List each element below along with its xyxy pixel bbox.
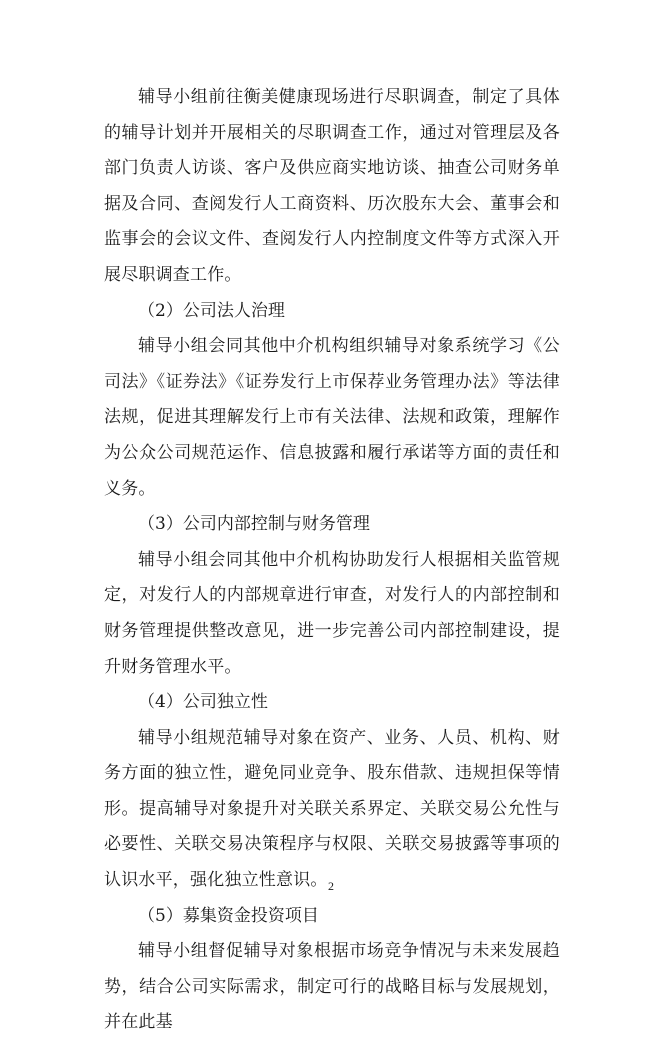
paragraph-fundraising-projects: 辅导小组督促辅导对象根据市场竞争情况与未来发展趋势，结合公司实际需求，制定可行的战略目标与发展规划，并在此基 — [104, 941, 560, 1033]
paragraph-corporate-governance: 辅导小组会同其他中介机构组织辅导对象系统学习《公司法》《证券法》《证券发行上市保荐业务管理办法》等法律法规，促进其理解发行上市有关法律、法规和政策，理解作为公众公司规范运作、信息披露和履行承诺等方面的责任和义务。 — [104, 336, 560, 499]
paragraph-independence: 辅导小组规范辅导对象在资产、业务、人员、机构、财务方面的独立性，避免同业竞争、股东借款、违规担保等情形。提高辅导对象提升对关联关系界定、关联交易公允性与必要性、关联交易决策程序与权限、关联交易披露等事项的认识水平，强化独立性意识。 — [104, 727, 560, 891]
paragraph-due-diligence: 辅导小组前往衡美健康现场进行尽职调查，制定了具体的辅导计划并开展相关的尽职调查工作，通过对管理层及各部门负责人访谈、客户及供应商实地访谈、抽查公司财务单据及合同、查阅发行人工商资料、历次股东大会、董事会和监事会的会议文件、查阅发行人内控制度文件等方式深入开展尽职调查工作。 — [104, 87, 560, 285]
document-body — [104, 80, 560, 1041]
section-heading-internal-control: （3）公司内部控制与财务管理 — [138, 514, 370, 535]
section-heading-corporate-governance: （2）公司法人治理 — [138, 300, 285, 321]
section-heading-fundraising-projects: （5）募集资金投资项目 — [138, 905, 319, 926]
page-number: 2 — [328, 879, 334, 893]
paragraph-internal-control: 辅导小组会同其他中介机构协助发行人根据相关监管规定，对发行人的内部规章进行审查，对发行人的内部控制和财务管理提供整改意见，进一步完善公司内部控制建设，提升财务管理水平。 — [104, 549, 560, 677]
section-heading-independence: （4）公司独立性 — [138, 692, 268, 713]
